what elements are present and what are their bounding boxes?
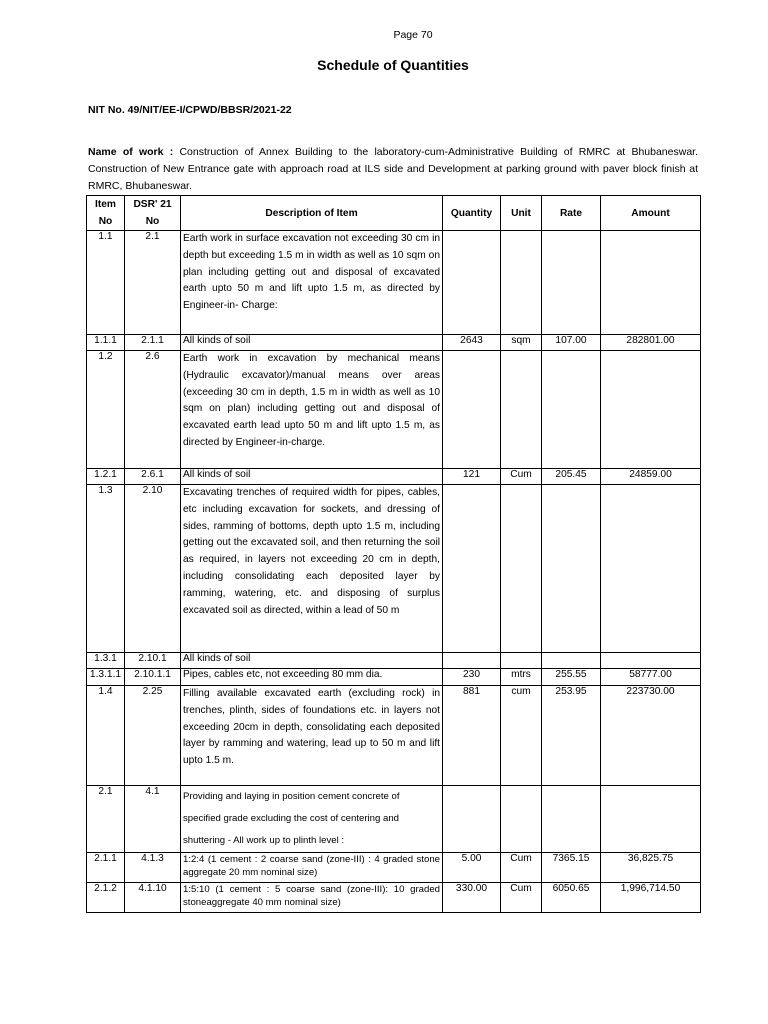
- cell-description: All kinds of soil: [181, 469, 443, 485]
- table-row: [87, 883, 701, 913]
- name-of-work-text: Construction of Annex Building to the laboratory-cum-Administrative Building of RMRC at Bhubaneswar. Construction of New Entrance gate with approach road at ILS side and Development at parking ground with paver block finish at RMRC, Bhubaneswar.: [88, 146, 698, 192]
- cell-item-no: 1.3.1: [87, 653, 125, 669]
- cell-rate: 253.95: [542, 686, 601, 786]
- cell-item-no: 1.3: [87, 485, 125, 653]
- cell-amount: [601, 485, 701, 653]
- cell-item-no: 2.1: [87, 786, 125, 853]
- cell-dsr-no: 2.6.1: [125, 469, 181, 485]
- cell-description: 1:2:4 (1 cement : 2 coarse sand (zone-III) : 4 graded stone aggregate 20 mm nominal size): [181, 853, 443, 883]
- table-row: [87, 335, 701, 351]
- cell-description: Pipes, cables etc, not exceeding 80 mm dia.: [181, 669, 443, 686]
- cell-dsr-no: 2.10.1: [125, 653, 181, 669]
- cell-quantity: [443, 485, 501, 653]
- cell-dsr-no: 2.25: [125, 686, 181, 786]
- cell-unit: cum: [501, 686, 542, 786]
- cell-quantity: 330.00: [443, 883, 501, 913]
- cell-amount: [601, 351, 701, 469]
- table-row: [87, 686, 701, 786]
- cell-amount: 223730.00: [601, 686, 701, 786]
- table-row: [87, 351, 701, 469]
- header-description: Description of Item: [181, 196, 443, 231]
- cell-dsr-no: 2.1.1: [125, 335, 181, 351]
- name-of-work: [88, 144, 698, 195]
- cell-unit: Cum: [501, 883, 542, 913]
- cell-dsr-no: 2.10.1.1: [125, 669, 181, 686]
- cell-item-no: 1.2.1: [87, 469, 125, 485]
- cell-amount: [601, 231, 701, 335]
- cell-rate: [542, 231, 601, 335]
- table-row: [87, 786, 701, 853]
- cell-dsr-no: 4.1.10: [125, 883, 181, 913]
- cell-description: Providing and laying in position cement concrete of specified grade excluding the cost of centering and shuttering - All work up to plinth level :: [181, 786, 443, 853]
- cell-amount: 1,996,714.50: [601, 883, 701, 913]
- cell-amount: 24859.00: [601, 469, 701, 485]
- cell-quantity: 230: [443, 669, 501, 686]
- cell-description: Excavating trenches of required width for pipes, cables, etc including excavation for sockets, and dressing of sides, ramming of bottoms, depth upto 1.5 m, including getting out the excavated soil, and then returning the soil as required, in layers not exceeding 20 cm in depth, including consolidating each deposited layer by ramming, watering, etc. and disposing of surplus excavated soil as directed, within a lead of 50 m: [181, 485, 443, 653]
- cell-item-no: 1.3.1.1: [87, 669, 125, 686]
- cell-unit: [501, 485, 542, 653]
- cell-rate: 255.55: [542, 669, 601, 686]
- cell-rate: 205.45: [542, 469, 601, 485]
- cell-quantity: [443, 351, 501, 469]
- header-item-no: Item No: [87, 196, 125, 231]
- cell-quantity: 881: [443, 686, 501, 786]
- header-amount: Amount: [601, 196, 701, 231]
- cell-item-no: 1.2: [87, 351, 125, 469]
- cell-unit: [501, 351, 542, 469]
- cell-dsr-no: 2.10: [125, 485, 181, 653]
- table-row: [87, 469, 701, 485]
- cell-dsr-no: 2.6: [125, 351, 181, 469]
- cell-unit: [501, 231, 542, 335]
- cell-dsr-no: 4.1.3: [125, 853, 181, 883]
- table-row: [87, 853, 701, 883]
- cell-unit: Cum: [501, 853, 542, 883]
- cell-quantity: 2643: [443, 335, 501, 351]
- cell-item-no: 1.1.1: [87, 335, 125, 351]
- cell-quantity: [443, 653, 501, 669]
- cell-unit: [501, 786, 542, 853]
- cell-unit: mtrs: [501, 669, 542, 686]
- table-row: [87, 485, 701, 653]
- table-row: [87, 231, 701, 335]
- table-row: [87, 653, 701, 669]
- cell-unit: [501, 653, 542, 669]
- cell-description: Earth work in surface excavation not exceeding 30 cm in depth but exceeding 1.5 m in width as well as 10 sqm on plan including getting out and disposal of excavated earth upto 50 m and lift upto 1.5 m, as directed by Engineer-in- Charge:: [181, 231, 443, 335]
- cell-item-no: 2.1.2: [87, 883, 125, 913]
- cell-rate: [542, 653, 601, 669]
- cell-unit: Cum: [501, 469, 542, 485]
- cell-unit: sqm: [501, 335, 542, 351]
- cell-description: All kinds of soil: [181, 653, 443, 669]
- cell-amount: 282801.00: [601, 335, 701, 351]
- cell-quantity: [443, 231, 501, 335]
- cell-rate: [542, 485, 601, 653]
- header-unit: Unit: [501, 196, 542, 231]
- cell-amount: [601, 653, 701, 669]
- cell-dsr-no: 4.1: [125, 786, 181, 853]
- cell-item-no: 2.1.1: [87, 853, 125, 883]
- cell-amount: 58777.00: [601, 669, 701, 686]
- cell-rate: 6050.65: [542, 883, 601, 913]
- cell-rate: 107.00: [542, 335, 601, 351]
- cell-dsr-no: 2.1: [125, 231, 181, 335]
- cell-description: 1:5:10 (1 cement : 5 coarse sand (zone-III): 10 graded stoneaggregate 40 mm nominal size): [181, 883, 443, 913]
- table-row: [87, 669, 701, 686]
- cell-rate: 7365.15: [542, 853, 601, 883]
- header-dsr-no: DSR' 21 No: [125, 196, 181, 231]
- cell-rate: [542, 351, 601, 469]
- cell-amount: [601, 786, 701, 853]
- nit-number: NIT No. 49/NIT/EE-I/CPWD/BBSR/2021-22: [88, 104, 292, 116]
- header-rate: Rate: [542, 196, 601, 231]
- cell-description: Earth work in excavation by mechanical means (Hydraulic excavator)/manual means over areas (exceeding 30 cm in depth, 1.5 m in width as well as 10 sqm on plan) including getting out and disposal of excavated earth lead upto 50 m and lift upto 1.5 m, as directed by Engineer-in-charge.: [181, 351, 443, 469]
- cell-amount: 36,825.75: [601, 853, 701, 883]
- schedule-table: [86, 195, 701, 913]
- page-number: Page 70: [393, 29, 433, 41]
- cell-description: Filling available excavated earth (excluding rock) in trenches, plinth, sides of foundations etc. in layers not exceeding 20cm in depth, consolidating each deposited layer by ramming and watering, lead up to 50 m and lift upto 1.5 m.: [181, 686, 443, 786]
- cell-quantity: 5.00: [443, 853, 501, 883]
- header-quantity: Quantity: [443, 196, 501, 231]
- cell-quantity: 121: [443, 469, 501, 485]
- cell-description: All kinds of soil: [181, 335, 443, 351]
- table-header-row: [87, 196, 701, 231]
- name-of-work-label: Name of work :: [88, 146, 174, 158]
- cell-item-no: 1.1: [87, 231, 125, 335]
- cell-item-no: 1.4: [87, 686, 125, 786]
- cell-quantity: [443, 786, 501, 853]
- page-title: Schedule of Quantities: [317, 57, 469, 73]
- cell-rate: [542, 786, 601, 853]
